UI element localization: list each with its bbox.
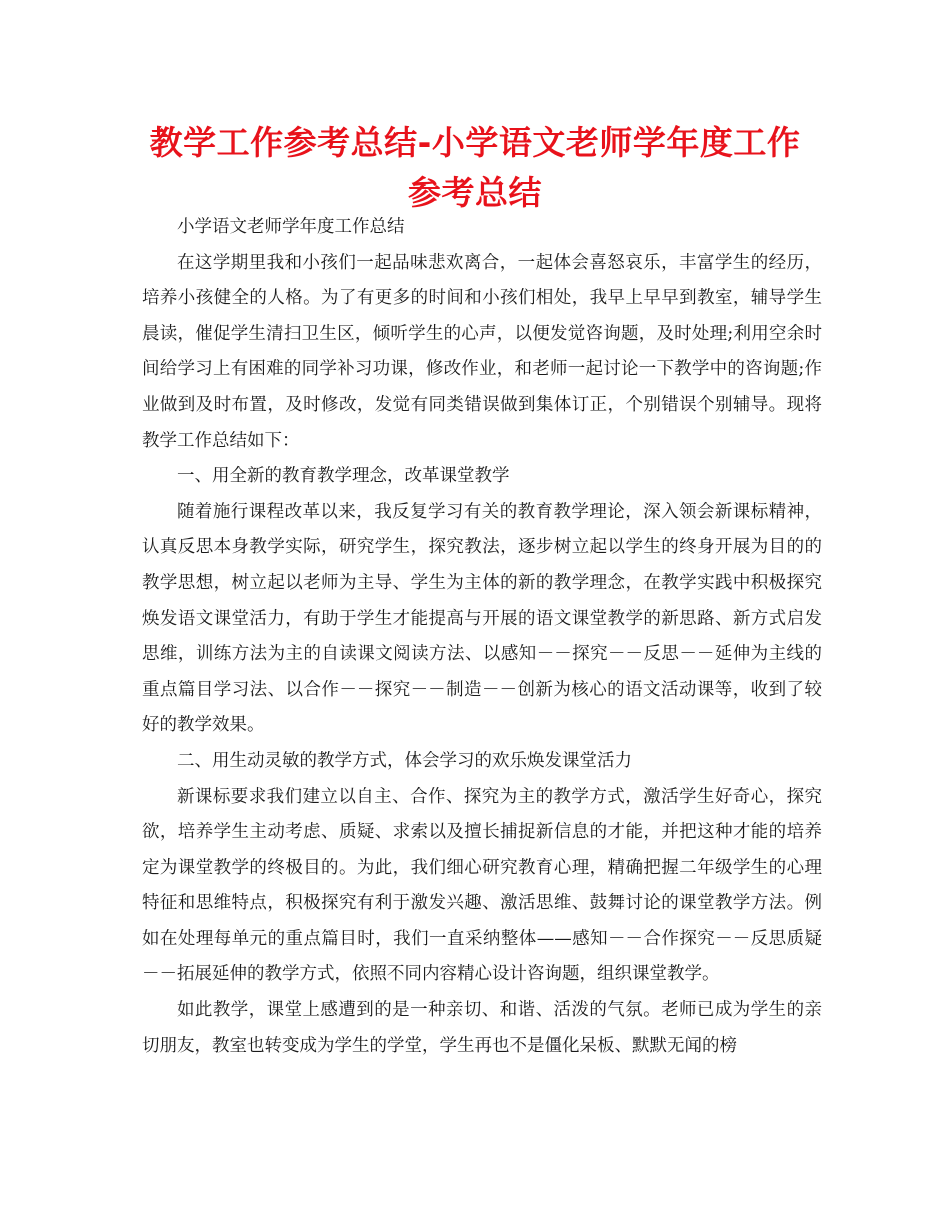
paragraph-closing: 如此教学，课堂上感遭到的是一种亲切、和谐、活泼的气氛。老师已成为学生的亲切朋友，教室也转变成为学生的学堂，学生再也不是僵化呆板、默默无闻的榜	[142, 1000, 822, 1056]
paragraph-section-1: 随着施行课程改革以来，我反复学习有关的教育教学理论，深入领会新课标精神，认真反思本身教学实际，研究学生，探究教法，逐步树立起以学生的终身开展为目的的教学思想，树立起以老师为主导、学生为主体的新的教学理念，在教学实践中积极探究焕发语文课堂活力，有助于学生才能提高与开展的语文课堂教学的新思路、新方式启发思维，训练方法为主的自读课文阅读方法、以感知－－探究－－反思－－延伸为主线的重点篇目学习法、以合作－－探究－－制造－－创新为核心的语文活动课等，收到了较好的教学效果。	[142, 501, 822, 736]
document-title: 教学工作参考总结-小学语文老师学年度工作参考总结	[149, 123, 801, 212]
paragraph-intro: 在这学期里我和小孩们一起品味悲欢离合，一起体会喜怒哀乐，丰富学生的经历，培养小孩健全的人格。为了有更多的时间和小孩们相处，我早上早早到教室，辅导学生晨读，催促学生清扫卫生区，倾听学生的心声，以便发觉咨询题，及时处理;利用空余时间给学习上有困难的同学补习功课，修改作业，和老师一起讨论一下教学中的咨询题;作业做到及时布置，及时修改，发觉有同类错误做到集体订正，个别错误个别辅导。现将教学工作总结如下：	[142, 252, 822, 451]
section-heading-2: 二、用生动灵敏的教学方式，体会学习的欢乐焕发课堂活力	[177, 750, 632, 771]
paragraph-subtitle: 小学语文老师学年度工作总结	[177, 217, 405, 237]
paragraph-section-2: 新课标要求我们建立以自主、合作、探究为主的教学方式，激活学生好奇心，探究欲，培养学生主动考虑、质疑、求索以及擅长捕捉新信息的才能，并把这种才能的培养定为课堂教学的终极目的。为此，我们细心研究教育心理，精确把握二年级学生的心理特征和思维特点，积极探究有利于激发兴趣、激活思维、鼓舞讨论的课堂教学方法。例如在处理每单元的重点篇目时，我们一直采纳整体——感知－－合作探究－－反思质疑－－拓展延伸的教学方式，依照不同内容精心设计咨询题，组织课堂教学。	[142, 786, 822, 985]
section-heading-1: 一、用全新的教育教学理念，改革课堂教学	[177, 466, 510, 487]
document-body	[142, 210, 822, 1064]
